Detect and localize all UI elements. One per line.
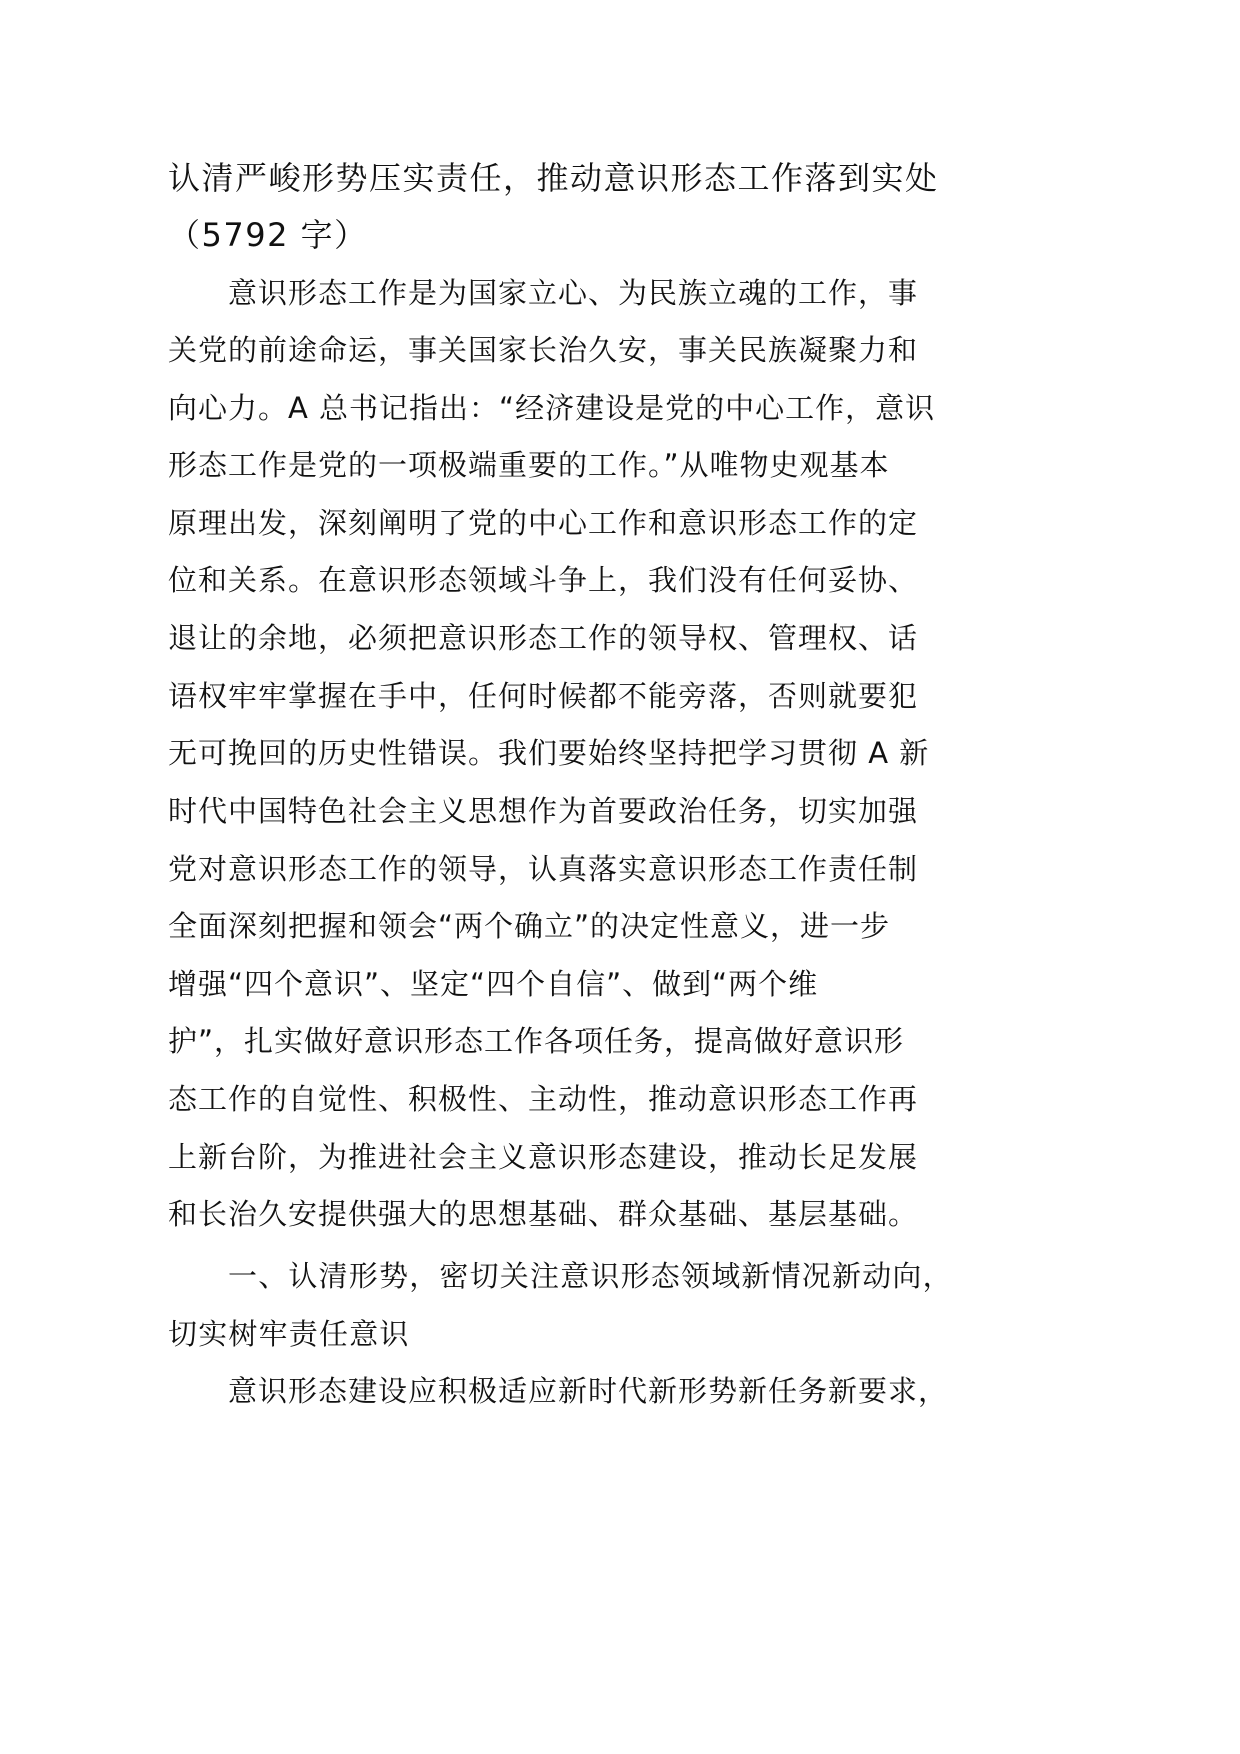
document-title-line-1: 认清严峻形势压实责任，推动意识形态工作落到实处 — [168, 159, 939, 197]
section-1-heading-line-1: 一、认清形势，密切关注意识形态领域新情况新动向， — [228, 1259, 953, 1293]
paragraph-1-line: 意识形态工作是为国家立心、为民族立魂的工作，事 — [228, 276, 919, 310]
paragraph-1-line: 原理出发，深刻阐明了党的中心工作和意识形态工作的定 — [168, 506, 919, 540]
paragraph-1-line: 无可挽回的历史性错误。我们要始终坚持把学习贯彻 A 新 — [168, 736, 930, 770]
paragraph-1-line: 党对意识形态工作的领导，认真落实意识形态工作责任制 — [168, 852, 919, 886]
paragraph-1-line: 时代中国特色社会主义思想作为首要政治任务，切实加强 — [168, 794, 919, 828]
paragraph-1-line: 护”，扎实做好意识形态工作各项任务，提高做好意识形 — [168, 1024, 905, 1058]
section-1-heading-line-2: 切实树牢责任意识 — [168, 1317, 410, 1351]
paragraph-1-line: 增强“四个意识”、坚定“四个自信”、做到“两个维 — [168, 967, 819, 1001]
paragraph-1-line: 语权牢牢掌握在手中，任何时候都不能旁落，否则就要犯 — [168, 679, 919, 713]
document-title-line-2: （5792 字） — [168, 216, 368, 254]
paragraph-1-line: 上新台阶，为推进社会主义意识形态建设，推动长足发展 — [168, 1140, 919, 1174]
paragraph-1-line: 位和关系。在意识形态领域斗争上，我们没有任何妥协、 — [168, 563, 919, 597]
paragraph-1-line: 和长治久安提供强大的思想基础、群众基础、基层基础。 — [168, 1197, 919, 1231]
paragraph-2-line: 意识形态建设应积极适应新时代新形势新任务新要求， — [228, 1374, 949, 1408]
paragraph-1-line: 向心力。A 总书记指出：“经济建设是党的中心工作，意识 — [168, 391, 936, 425]
paragraph-1-line: 全面深刻把握和领会“两个确立”的决定性意义，进一步 — [168, 909, 891, 943]
paragraph-1-line: 退让的余地，必须把意识形态工作的领导权、管理权、话 — [168, 621, 919, 655]
paragraph-1-line: 关党的前途命运，事关国家长治久安，事关民族凝聚力和 — [168, 333, 919, 367]
paragraph-1-line: 态工作的自觉性、积极性、主动性，推动意识形态工作再 — [168, 1082, 919, 1116]
paragraph-1-line: 形态工作是党的一项极端重要的工作。”从唯物史观基本 — [168, 448, 890, 482]
